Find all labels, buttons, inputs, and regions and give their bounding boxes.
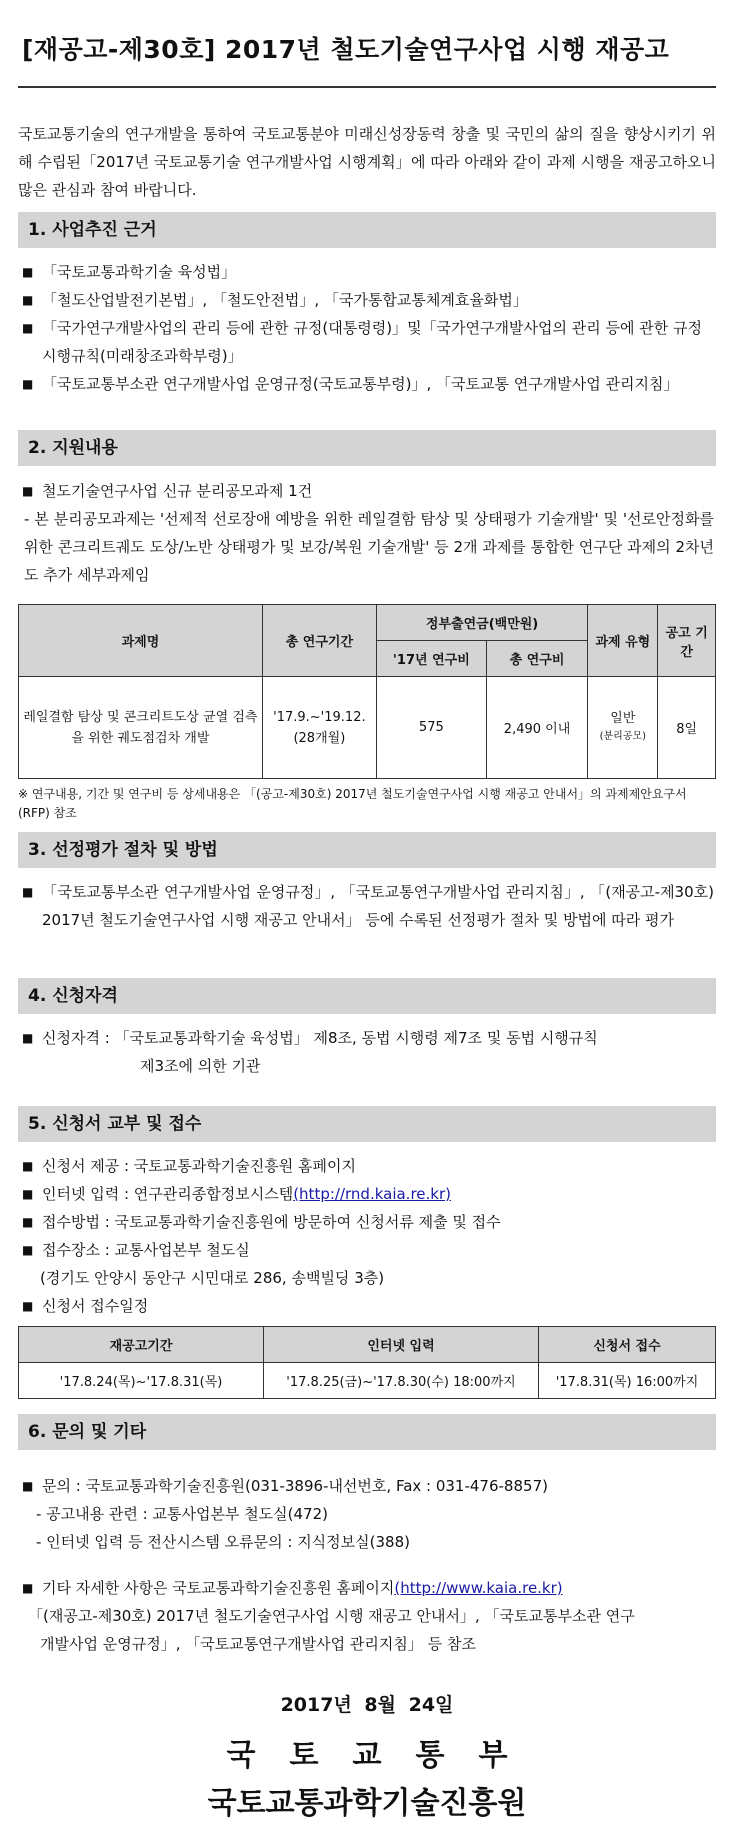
list-item [22,1472,714,1500]
table-cell: '17.8.31(목) 16:00까지 [539,1363,716,1399]
list-item-text: 접수방법 : 국토교통과학기술진흥원에 방문하여 신청서류 제출 및 접수 [42,1213,501,1231]
period-range: '17.9.~'19.12. [273,709,366,725]
bullet-icon: ■ [22,1243,34,1257]
contact-detail: - 공고내용 관련 : 교통사업본부 철도실(472) [36,1505,328,1523]
bullet-icon: ■ [22,293,34,307]
list-item-text: 「철도산업발전기본법」, 「철도안전법」, 「국가통합교통체계효율화법」 [42,291,528,309]
list-item [22,1236,714,1264]
table-header: 총 연구비 [486,641,588,677]
kaia-homepage-link[interactable]: (http://www.kaia.re.kr) [394,1579,563,1597]
address-text: (경기도 안양시 동안구 시민대로 286, 송백빌딩 3층) [40,1269,385,1287]
bullet-icon: ■ [22,885,34,899]
list-item-text: 신청서 제공 : 국토교통과학기술진흥원 홈페이지 [42,1157,356,1175]
page-title: [재공고-제30호] 2017년 철도기술연구사업 시행 재공고 [22,35,670,64]
bullet-icon: ■ [22,265,34,279]
bullet-icon: ■ [22,1299,34,1313]
task-type-sub: (분리공모) [599,731,647,742]
list-item [22,1024,714,1052]
list-item-text: 「국토교통부소관 연구개발사업 운영규정」, 「국토교통연구개발사업 관리지침」, 「(재공고-제30호) 2017년 철도기술연구사업 시행 재공고 안내서」 등에 수록된 선정평가 절차 및 방법에 따라 평가 [42,883,714,929]
list-item [22,370,714,398]
section-heading-1: 1. 사업추진 근거 [18,212,716,248]
detail-text: - 본 분리공모과제는 '선제적 선로장애 예방을 위한 레일결함 탐상 및 상태평가 기술개발' 및 '선로안정화를 위한 콘크리트궤도 도상/노반 상태평가 및 보강/복원 기술개발' 등 2개 과제를 통합한 연구단 과제의 2차년도 추가 세부과제임 [24,510,714,584]
table-cell [262,677,376,779]
list-item [22,878,714,934]
table-cell: '17.8.24(목)~'17.8.31(목) [19,1363,264,1399]
title-divider [18,86,716,88]
reference-text: 「(재공고-제30호) 2017년 철도기술연구사업 시행 재공고 안내서」, 「국토교통부소관 연구 [28,1607,635,1625]
table-header: 과제 유형 [588,605,658,677]
table-header: '17년 연구비 [376,641,486,677]
list-item [22,314,714,370]
table-header: 정부출연금(백만원) [376,605,587,641]
table-cell: 레일결함 탐상 및 콘크리트도상 균열 검측을 위한 궤도점검차 개발 [19,677,263,779]
intro-paragraph: 국토교통기술의 연구개발을 통하여 국토교통분야 미래신성장동력 창출 및 국민의 삶의 질을 향상시키기 위해 수립된「2017년 국토교통기술 연구개발사업 시행계획」에 따라 아래와 같이 과제 시행을 재공고하오니 많은 관심과 참여 바랍니다. [18,125,716,199]
list-item-text: 철도기술연구사업 신규 분리공모과제 1건 [42,482,313,500]
table-cell: 2,490 이내 [486,677,588,779]
section-heading-6: 6. 문의 및 기타 [18,1414,716,1450]
section-heading-2: 2. 지원내용 [18,430,716,466]
table-row [19,677,716,779]
bullet-icon: ■ [22,1215,34,1229]
table-header: 인터넷 입력 [264,1327,539,1363]
bullet-icon: ■ [22,1479,34,1493]
list-item [22,286,714,314]
table-header: 총 연구기간 [262,605,376,677]
table-header: 신청서 접수 [539,1327,716,1363]
table-header: 과제명 [19,605,263,677]
contact-detail: - 인터넷 입력 등 전산시스템 오류문의 : 지식정보실(388) [36,1533,410,1551]
table-cell: '17.8.25(금)~'17.8.30(수) 18:00까지 [264,1363,539,1399]
bullet-icon: ■ [22,484,34,498]
task-table [18,604,716,779]
list-item [22,1292,714,1320]
bullet-icon: ■ [22,1031,34,1045]
list-item [22,477,714,505]
table-cell [588,677,658,779]
list-item-text [22,1574,714,1602]
list-item-text: 「국토교통부소관 연구개발사업 운영규정(국토교통부령)」, 「국토교통 연구개발사업 관리지침」 [42,375,679,393]
task-type: 일반 [610,711,636,726]
bullet-icon: ■ [22,1159,34,1173]
list-item-text: 신청서 접수일정 [42,1297,149,1315]
list-item [22,1208,714,1236]
list-item-text: 「국가연구개발사업의 관리 등에 관한 규정(대통령령)」및「국가연구개발사업의 관리 등에 관한 규정 시행규칙(미래창조과학부령)」 [42,319,702,365]
list-item-text: 「국토교통과학기술 육성법」 [42,263,237,281]
list-item [22,1152,714,1180]
list-item-text: 문의 : 국토교통과학기술진흥원(031-3896-내선번호, Fax : 031-476-8857) [42,1477,548,1495]
bullet-icon: ■ [22,321,34,335]
table-row [19,1363,716,1399]
table-cell: 8일 [658,677,716,779]
table-footnote: ※ 연구내용, 기간 및 연구비 등 상세내용은 「(공고-제30호) 2017년 철도기술연구사업 시행 재공고 안내서」의 과제제안요구서(RFP) 참조 [18,787,687,820]
bullet-icon: ■ [22,377,34,391]
announcement-date: 2017년 8월 24일 [280,1694,454,1716]
section-heading-5: 5. 신청서 교부 및 접수 [18,1106,716,1142]
schedule-table [18,1326,716,1399]
list-item-label: 인터넷 입력 : 연구관리종합정보시스템 [42,1185,294,1203]
list-item-text: 접수장소 : 교통사업본부 철도실 [42,1241,250,1259]
list-item-label: 기타 자세한 사항은 국토교통과학기술진흥원 홈페이지 [42,1579,395,1597]
reference-text: 개발사업 운영규정」, 「국토교통연구개발사업 관리지침」 등 참조 [40,1635,476,1653]
section-heading-3: 3. 선정평가 절차 및 방법 [18,832,716,868]
rnd-system-link[interactable]: (http://rnd.kaia.re.kr) [293,1185,451,1203]
bullet-icon: ■ [22,1581,34,1595]
list-item [22,1574,714,1602]
list-item-text [22,1180,714,1208]
table-header: 공고 기간 [658,605,716,677]
section-heading-4: 4. 신청자격 [18,978,716,1014]
list-item [22,258,714,286]
table-header: 재공고기간 [19,1327,264,1363]
list-item [22,1180,714,1208]
agency-name: 국토교통과학기술진흥원 [207,1786,527,1821]
list-item-continued: 제3조에 의한 기관 [140,1057,261,1075]
period-months: (28개월) [293,730,346,746]
table-cell: 575 [376,677,486,779]
list-item-text: 신청자격 : 「국토교통과학기술 육성법」 제8조, 동법 시행령 제7조 및 동법 시행규칙 [42,1029,598,1047]
ministry-name: 국토교통부 [226,1738,542,1773]
bullet-icon: ■ [22,1187,34,1201]
